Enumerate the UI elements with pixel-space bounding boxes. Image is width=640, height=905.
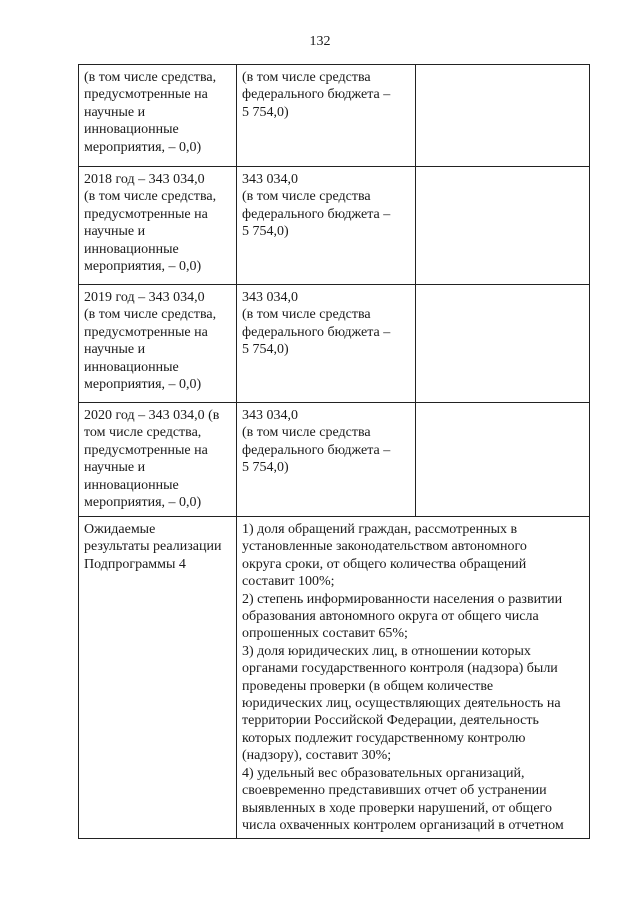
expected-results-row [79, 517, 590, 839]
cell-line: (в том числе средства, [84, 307, 217, 323]
result-line: 1) доля обращений граждан, рассмотренных в [242, 522, 518, 537]
result-line: юридических лиц, осуществляющих деятельность на [242, 696, 561, 712]
cell-line: (в том числе средства [242, 307, 371, 323]
federal-budget-cell [237, 285, 416, 403]
cell-line: федерального бюджета – [242, 442, 391, 458]
cell-line: мероприятия, – 0,0) [84, 139, 202, 155]
cell-line: 5 754,0) [242, 224, 289, 240]
cell-line: научные и [84, 224, 146, 240]
table-row [79, 403, 590, 517]
cell-line: 2019 год – 343 034,0 [84, 290, 205, 305]
cell-line: 343 034,0 [242, 408, 298, 423]
empty-cell [416, 65, 590, 167]
cell-line: предусмотренные на [84, 87, 208, 103]
label-line: Ожидаемые [84, 522, 156, 537]
cell-line: том числе средства, [84, 425, 202, 441]
cell-line: инновационные [84, 241, 179, 257]
cell-line: предусмотренные на [84, 324, 208, 340]
expected-results-content [237, 517, 590, 839]
result-line: 2) степень информированности населения о развитии [242, 591, 563, 607]
federal-budget-cell [237, 403, 416, 517]
empty-cell [416, 285, 590, 403]
result-line: округа сроки, от общего количества обращений [242, 556, 527, 572]
result-line: составит 100%; [242, 574, 335, 590]
result-line: выявленных в ходе проверки нарушений, от общего [242, 800, 552, 816]
year-amount-cell [79, 65, 237, 167]
cell-line: (в том числе средства [242, 70, 371, 85]
result-line: 4) удельный вес образовательных организаций, [242, 765, 525, 781]
result-line: (надзору), составит 30%; [242, 748, 392, 764]
cell-line: (в том числе средства, [84, 70, 217, 85]
table-row [79, 167, 590, 285]
cell-line: федерального бюджета – [242, 324, 391, 340]
label-line: Подпрограммы 4 [84, 556, 186, 572]
cell-line: научные и [84, 460, 146, 476]
federal-budget-cell [237, 167, 416, 285]
cell-line: 5 754,0) [242, 460, 289, 476]
result-line: территории Российской Федерации, деятельность [242, 713, 539, 729]
cell-line: (в том числе средства [242, 425, 371, 441]
cell-line: федерального бюджета – [242, 206, 391, 222]
result-line: органами государственного контроля (надзора) были [242, 661, 558, 677]
federal-budget-cell [237, 65, 416, 167]
result-line: опрошенных составит 65%; [242, 626, 408, 642]
funding-table [78, 64, 590, 839]
result-line: которых подлежит государственному контролю [242, 730, 526, 746]
cell-line: мероприятия, – 0,0) [84, 259, 202, 275]
cell-line: (в том числе средства, [84, 189, 217, 205]
page-number: 132 [309, 34, 331, 49]
cell-line: 2020 год – 343 034,0 (в [84, 408, 220, 423]
result-line: проведены проверки (в общем количестве [242, 678, 494, 694]
cell-line: 5 754,0) [242, 104, 289, 120]
year-amount-cell [79, 403, 237, 517]
result-line: установленные законодательством автономного [242, 539, 527, 555]
cell-line: предусмотренные на [84, 442, 208, 458]
result-line: своевременно представивших отчет об устранении [242, 783, 547, 799]
cell-line: мероприятия, – 0,0) [84, 377, 202, 393]
cell-line: инновационные [84, 359, 179, 375]
cell-line: инновационные [84, 122, 179, 138]
year-amount-cell [79, 167, 237, 285]
cell-line: федерального бюджета – [242, 87, 391, 103]
year-amount-cell [79, 285, 237, 403]
label-line: результаты реализации [84, 539, 222, 555]
cell-line: научные и [84, 104, 146, 120]
result-line: 3) доля юридических лиц, в отношении которых [242, 643, 531, 659]
cell-line: мероприятия, – 0,0) [84, 495, 202, 511]
cell-line: инновационные [84, 477, 179, 493]
cell-line: (в том числе средства [242, 189, 371, 205]
cell-line: 2018 год – 343 034,0 [84, 172, 205, 187]
table-row [79, 65, 590, 167]
cell-line: 343 034,0 [242, 290, 298, 305]
result-line: образования автономного округа от общего числа [242, 609, 539, 625]
table-row [79, 285, 590, 403]
cell-line: научные и [84, 342, 146, 358]
empty-cell [416, 403, 590, 517]
cell-line: предусмотренные на [84, 206, 208, 222]
empty-cell [416, 167, 590, 285]
cell-line: 343 034,0 [242, 172, 298, 187]
expected-results-label [79, 517, 237, 839]
cell-line: 5 754,0) [242, 342, 289, 358]
result-line: числа охваченных контролем организаций в отчетном [242, 817, 564, 833]
